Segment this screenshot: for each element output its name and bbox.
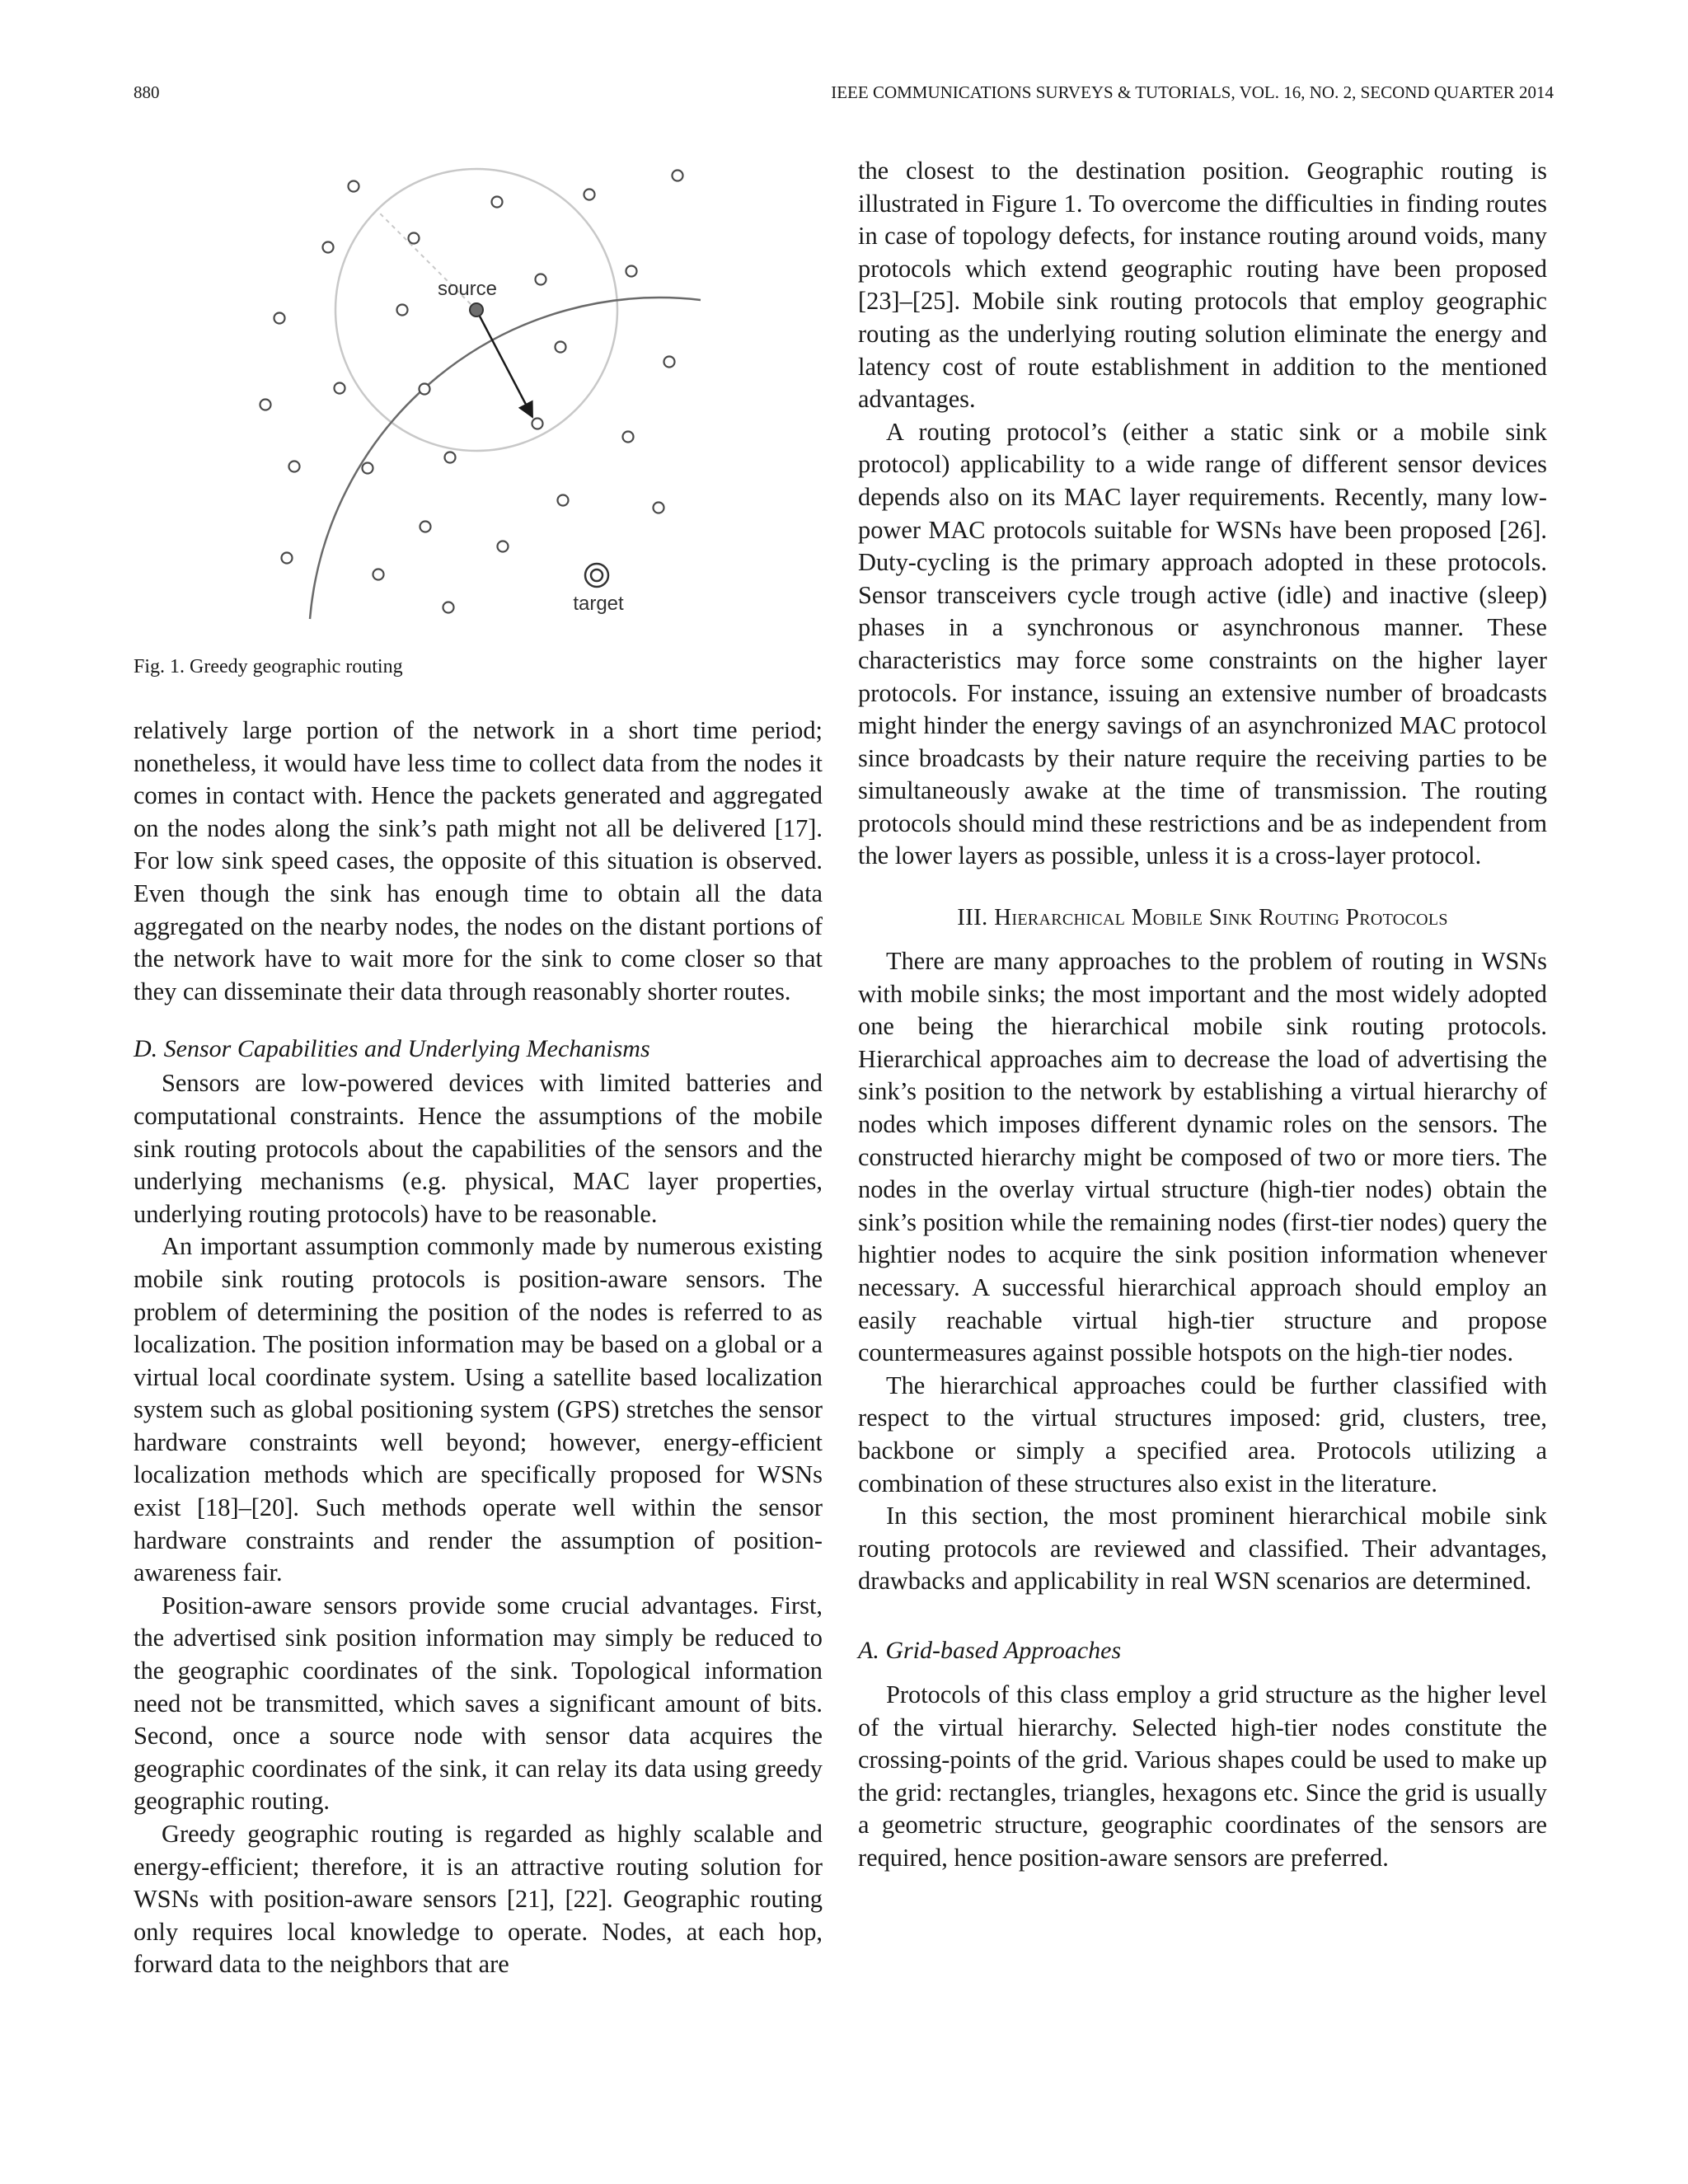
sensor-node — [664, 357, 675, 368]
paragraph-grid-based: Protocols of this class employ a grid structure as the higher level of the virtual hierarchy. Selected high-tier nodes constitute the crossing-points of the grid. Various shapes could be used to make up the grid: rectangles, triangles, hexagons etc. Since the grid is usually a geometric structure, geographic coordinates of the sensors are required, hence position-aware sensors are preferred. — [858, 1680, 1547, 1872]
section-iii-title: III. Hierarchical Mobile Sink Routing Protocols — [957, 904, 1448, 931]
sensor-node — [260, 400, 271, 410]
sensor-node — [626, 266, 637, 277]
paragraph-localization: An important assumption commonly made by numerous existing mobile sink routing protocols is position-aware sensors. The problem of determining the position of the nodes is referred to as localization. The position information may be based on a global or a virtual local coordinate system. Using a satellite based localization system such as global positioning system (GPS) stretches the sensor hardware constraints well beyond; however, energy-efficient localization methods which are specifically proposed for WSNs exist [18]–[20]. Such methods operate well within the sensor hardware constraints and render the assumption of position-awareness fair. — [134, 1232, 823, 1587]
sensor-node — [323, 242, 334, 253]
paragraph-mac-layer: A routing protocol’s (either a static sink or a mobile sink protocol) applicability to a wide range of different sensor devices depends also on its MAC layer requirements. Recently, many low-power MAC protocols suitable for WSNs have been proposed [26]. Duty-cycling is the primary approach adopted in these protocols. Sensor transceivers cycle trough active (idle) and inactive (sleep) phases in a synchronous or asynchronous manner. These characteristics may force some constraints on the higher layer protocols. For instance, issuing an extensive number of broadcasts might hinder the energy savings of an asynchronized MAC protocol since broadcasts by their nature require the receiving parties to be simultaneously awake at the time of transmission. The routing protocols should mind these restrictions and be as independent from the lower layers as possible, unless it is a cross-layer protocol. — [858, 417, 1547, 870]
sensor-node — [558, 495, 569, 506]
sensor-node — [409, 233, 420, 244]
sensor-node — [673, 171, 683, 181]
subsection-heading-a: A. Grid-based Approaches — [858, 1636, 1122, 1664]
paragraph-continued: relatively large portion of the network in a short time period; nonetheless, it would have less time to collect data from the nodes it comes in contact with. Hence the packets generated and aggregated on the nodes along the sink’s path might not all be delivered [17]. For low sink speed cases, the opposite of this situation is observed. Even though the sink has enough time to obtain all the data aggregated on the nearby nodes, the nodes on the distant portions of the network have to wait more for the sink to come closer so that they can disseminate their data through reasonably shorter routes. — [134, 716, 823, 1005]
right-column — [858, 155, 1547, 1875]
distance-arc — [310, 298, 701, 619]
target-label: target — [573, 593, 624, 615]
paragraph-sensor-constraints: Sensors are low-powered devices with limited batteries and computational constraints. Hence the assumptions of the mobile sink routing protocols about the capabilities of the sensors and the underlying mechanisms (e.g. physical, MAC layer properties, underlying routing protocols) have to be reasonable. — [134, 1069, 823, 1228]
sensor-node — [274, 313, 285, 324]
sensor-node — [373, 569, 384, 580]
sensor-node — [335, 383, 345, 394]
section-heading-iii — [858, 901, 1547, 934]
source-label: source — [437, 278, 498, 300]
target-node — [585, 564, 608, 587]
source-node — [470, 303, 483, 316]
paragraph-geographic-routing: the closest to the destination position. Geographic routing is illustrated in Figure 1. To overcome the difficulties in finding routes in case of topology defects, for instance routing around voids, many protocols which extend geographic routing have been proposed [23]–[25]. Mobile sink routing protocols that employ geographic routing as the underlying routing solution eliminate the energy and latency cost of route establishment in addition to the mentioned advantages. — [858, 157, 1547, 414]
sensor-node — [363, 463, 373, 474]
subsection-heading-d: D. Sensor Capabilities and Underlying Mechanisms — [134, 1035, 650, 1063]
page-number: 880 — [134, 82, 160, 102]
sensor-node — [556, 342, 566, 353]
left-column — [134, 155, 823, 1981]
running-head — [134, 77, 1554, 107]
paragraph-hierarchical-intro: There are many approaches to the problem of routing in WSNs with mobile sinks; the most important and the most widely adopted one being the hierarchical mobile sink routing protocols. Hierarchical approaches aim to decrease the load of advertising the sink’s position to the network by establishing a virtual hierarchy of nodes which imposes different dynamic roles on the sensors. The constructed hierarchy might be composed of two or more tiers. The nodes in the overlay virtual structure (high-tier nodes) obtain the sink’s position while the remaining nodes (first-tier nodes) query the hightier nodes to acquire the sink position information whenever necessary. A successful hierarchical approach should employ an easily reachable virtual high-tier structure and propose countermeasures against possible hotspots on the high-tier nodes. — [858, 947, 1547, 1367]
sensor-node — [282, 553, 293, 564]
sensor-node — [420, 384, 430, 395]
figure-caption: Fig. 1. Greedy geographic routing — [134, 656, 403, 677]
sensor-node — [536, 274, 546, 285]
sensor-node — [289, 462, 300, 472]
paragraph-section-overview: In this section, the most prominent hierarchical mobile sink routing protocols are reviewed and classified. Their advantages, drawbacks and applicability in real WSN scenarios are determined. — [858, 1502, 1547, 1596]
paragraph-position-aware: Position-aware sensors provide some crucial advantages. First, the advertised sink position information may simply be reduced to the geographic coordinates of the sink. Topological information need not be transmitted, which saves a significant amount of bits. Second, once a source node with sensor data acquires the geographic coordinates of the sink, it can relay its data using greedy geographic routing. — [134, 1591, 823, 1816]
sensor-node — [492, 197, 503, 208]
sensor-node — [584, 190, 595, 200]
paragraph-hierarchical-classes: The hierarchical approaches could be further classified with respect to the virtual structures imposed: grid, clusters, tree, backbone or simply a specified area. Protocols utilizing a combination of these structures also exist in the literature. — [858, 1371, 1547, 1497]
forwarding-arrow — [476, 310, 532, 417]
sensor-node — [532, 419, 543, 429]
sensor-node — [349, 181, 359, 192]
sensor-node — [397, 305, 408, 316]
journal-header: IEEE COMMUNICATIONS SURVEYS & TUTORIALS, VOL. 16, NO. 2, SECOND QUARTER 2014 — [831, 82, 1554, 102]
sensor-node — [443, 602, 454, 613]
paragraph-greedy-routing: Greedy geographic routing is regarded as highly scalable and energy-efficient; therefore, it is an attractive routing solution for WSNs with position-aware sensors [21], [22]. Geographic routing only requires local knowledge to operate. Nodes, at each hop, forward data to the neighbors that are — [134, 1820, 823, 1979]
sensor-node — [498, 541, 509, 552]
sensor-node — [445, 452, 456, 463]
figure-1 — [134, 155, 823, 677]
geographic-routing-diagram — [134, 155, 823, 649]
sensor-node — [654, 503, 664, 513]
sensor-node — [420, 522, 431, 532]
sensor-node — [623, 432, 634, 443]
